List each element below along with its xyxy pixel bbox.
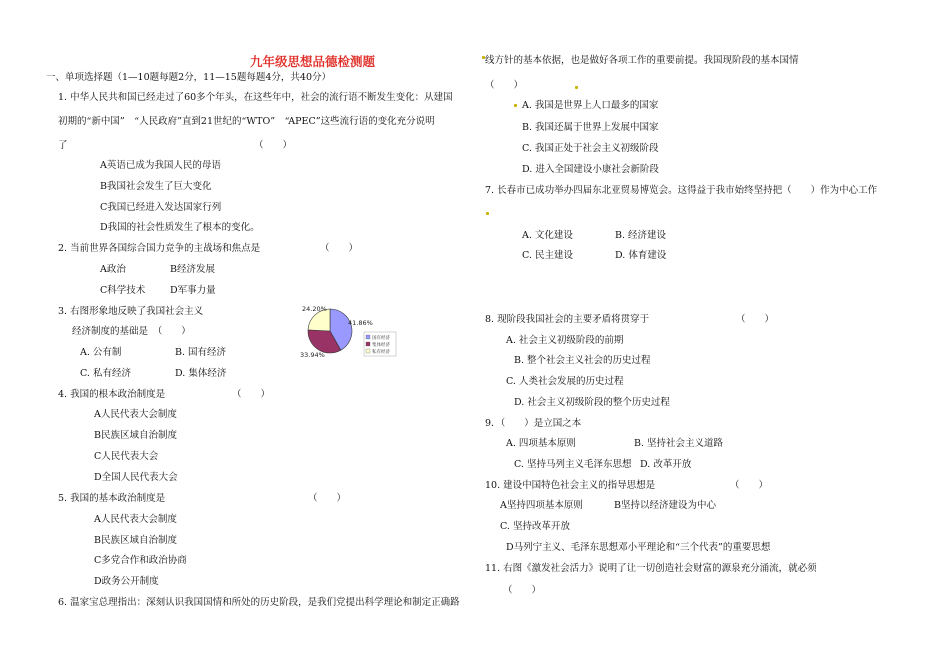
q6-option-b: B. 我国还属于世界上发展中国家: [522, 122, 659, 133]
q10-line: 10. 建设中国特色社会主义的指导思想是: [485, 480, 656, 491]
q5-option-b: B民族区域自治制度: [94, 535, 177, 546]
q3-option-d: D. 集体经济: [175, 368, 227, 379]
q8-option-c: C. 人类社会发展的历史过程: [506, 376, 624, 387]
q6-option-c: C. 我国正处于社会主义初级阶段: [522, 143, 659, 154]
q5-option-a: A人民代表大会制度: [94, 514, 177, 525]
q1-option-c: C我国已经进入发达国家行列: [100, 202, 222, 213]
q2-option-b: B经济发展: [170, 264, 215, 275]
q9-line: 9．（ ）是立国之本: [485, 418, 582, 429]
q10-paren: （ ）: [730, 480, 769, 491]
q7-option-b: B. 经济建设: [615, 230, 667, 241]
pie-data-label: 33.94%: [300, 351, 325, 359]
q10-option-a: A坚持四项基本原则: [500, 500, 583, 511]
q9-option-c: C. 坚持马列主义毛泽东思想: [514, 459, 632, 470]
q2-option-d: D军事力量: [170, 285, 216, 296]
legend-label: 私有经济: [372, 350, 390, 355]
page-title: 九年级思想品德检测题: [250, 54, 376, 69]
q8-option-a: A. 社会主义初级阶段的前期: [506, 335, 624, 346]
pie-data-label: 24.20%: [302, 305, 327, 313]
q9-option-a: A. 四项基本原则: [506, 438, 576, 449]
q8-line: 8. 现阶段我国社会的主要矛盾将贯穿于: [485, 314, 650, 325]
q1-option-a: A英语已成为我国人民的母语: [100, 160, 221, 171]
q4-option-d: D全国人民代表大会: [94, 472, 178, 483]
q10-option-d: D马列宁主义、毛泽东思想邓小平理论和“三个代表”的重要思想: [506, 542, 771, 553]
q1-option-d: D我国的社会性质发生了根本的变化。: [100, 222, 260, 233]
q7-option-c: C. 民主建设: [522, 250, 573, 261]
q3-line1: 3. 右图形象地反映了我国社会主义: [58, 306, 204, 317]
q1-paren: （ ）: [254, 140, 293, 151]
q1-line3: 了: [58, 140, 68, 151]
q2-line: 2. 当前世界各国综合国力竞争的主战场和焦点是: [58, 243, 261, 254]
q2-option-a: A政治: [100, 264, 126, 275]
q5-option-c: C多党合作和政治协商: [94, 555, 187, 566]
q1-option-b: B我国社会发生了巨大变化: [100, 181, 212, 192]
q6-line2: 线方针的基本依据，也是做好各项工作的重要前提。我国现阶段的基本国情: [485, 55, 799, 66]
legend-swatch: [366, 335, 370, 339]
q8-paren: （ ）: [736, 314, 775, 325]
q4-option-b: B民族区域自治制度: [94, 430, 177, 441]
q3-option-b: B. 国有经济: [175, 347, 227, 358]
q7-option-d: D. 体育建设: [615, 250, 667, 261]
q3-line2: 经济制度的基础是 （ ）: [72, 326, 191, 337]
q4-option-a: A人民代表大会制度: [94, 409, 177, 420]
q5-line: 5. 我国的基本政治制度是: [58, 493, 166, 504]
q6-option-a: A. 我国是世界上人口最多的国家: [522, 100, 659, 111]
pie-chart: [290, 303, 410, 365]
pie-data-label: 41.86%: [348, 319, 373, 327]
q6-option-d: D. 进入全国建设小康社会新阶段: [522, 164, 659, 175]
legend-label: 集体经济: [372, 343, 390, 348]
q11-paren: （ ）: [503, 585, 542, 596]
legend-swatch: [366, 349, 370, 353]
q10-option-b: B坚持以经济建设为中心: [614, 500, 716, 511]
q8-option-b: B. 整个社会主义社会的历史过程: [514, 355, 651, 366]
q3-option-a: A. 公有制: [80, 347, 122, 358]
q1-line2: 初期的“新中国” “人民政府”直到21世纪的“WTO” “APEC”这些流行语的变化充分说明: [58, 116, 435, 127]
q7-line: 7. 长春市已成功举办四届东北亚贸易博览会。这得益于我市始终坚持把（ ）作为中心工作: [485, 185, 878, 196]
legend-label: 国有经济: [372, 336, 390, 341]
q2-option-c: C科学技术: [100, 285, 146, 296]
dot-mark: [575, 86, 578, 89]
q7-option-a: A. 文化建设: [522, 230, 573, 241]
dot-mark: [486, 212, 489, 215]
legend-swatch: [366, 342, 370, 346]
q1-line1: 1. 中华人民共和国已经走过了60多个年头，在这些年中，社会的流行语不断发生变化：从建国: [58, 92, 453, 103]
q8-option-d: D. 社会主义初级阶段的整个历史过程: [514, 397, 670, 408]
q5-paren: （ ）: [308, 493, 347, 504]
q6-line1: 6. 温家宝总理指出：深刻认识我国国情和所处的历史阶段，是我们党提出科学理论和制定正确路: [58, 597, 460, 608]
dot-mark: [514, 104, 517, 107]
q6-paren: （ ）: [485, 80, 524, 91]
q5-option-d: D政务公开制度: [94, 576, 159, 587]
q4-option-c: C人民代表大会: [94, 451, 159, 462]
q2-paren: （ ）: [320, 243, 359, 254]
q4-line: 4. 我国的根本政治制度是: [58, 389, 166, 400]
section-heading: 一、单项选择题（1—10题每题2分，11—15题每题4分，共40分）: [46, 72, 331, 83]
q11-line: 11. 右图《激发社会活力》说明了让一切创造社会财富的源泉充分涌流，就必须: [485, 563, 817, 574]
q9-option-d: D. 改革开放: [640, 459, 692, 470]
q9-option-b: B. 坚持社会主义道路: [634, 438, 724, 449]
q3-option-c: C. 私有经济: [80, 368, 131, 379]
q10-option-c: C. 坚持改革开放: [500, 521, 570, 532]
q4-paren: （ ）: [232, 389, 271, 400]
